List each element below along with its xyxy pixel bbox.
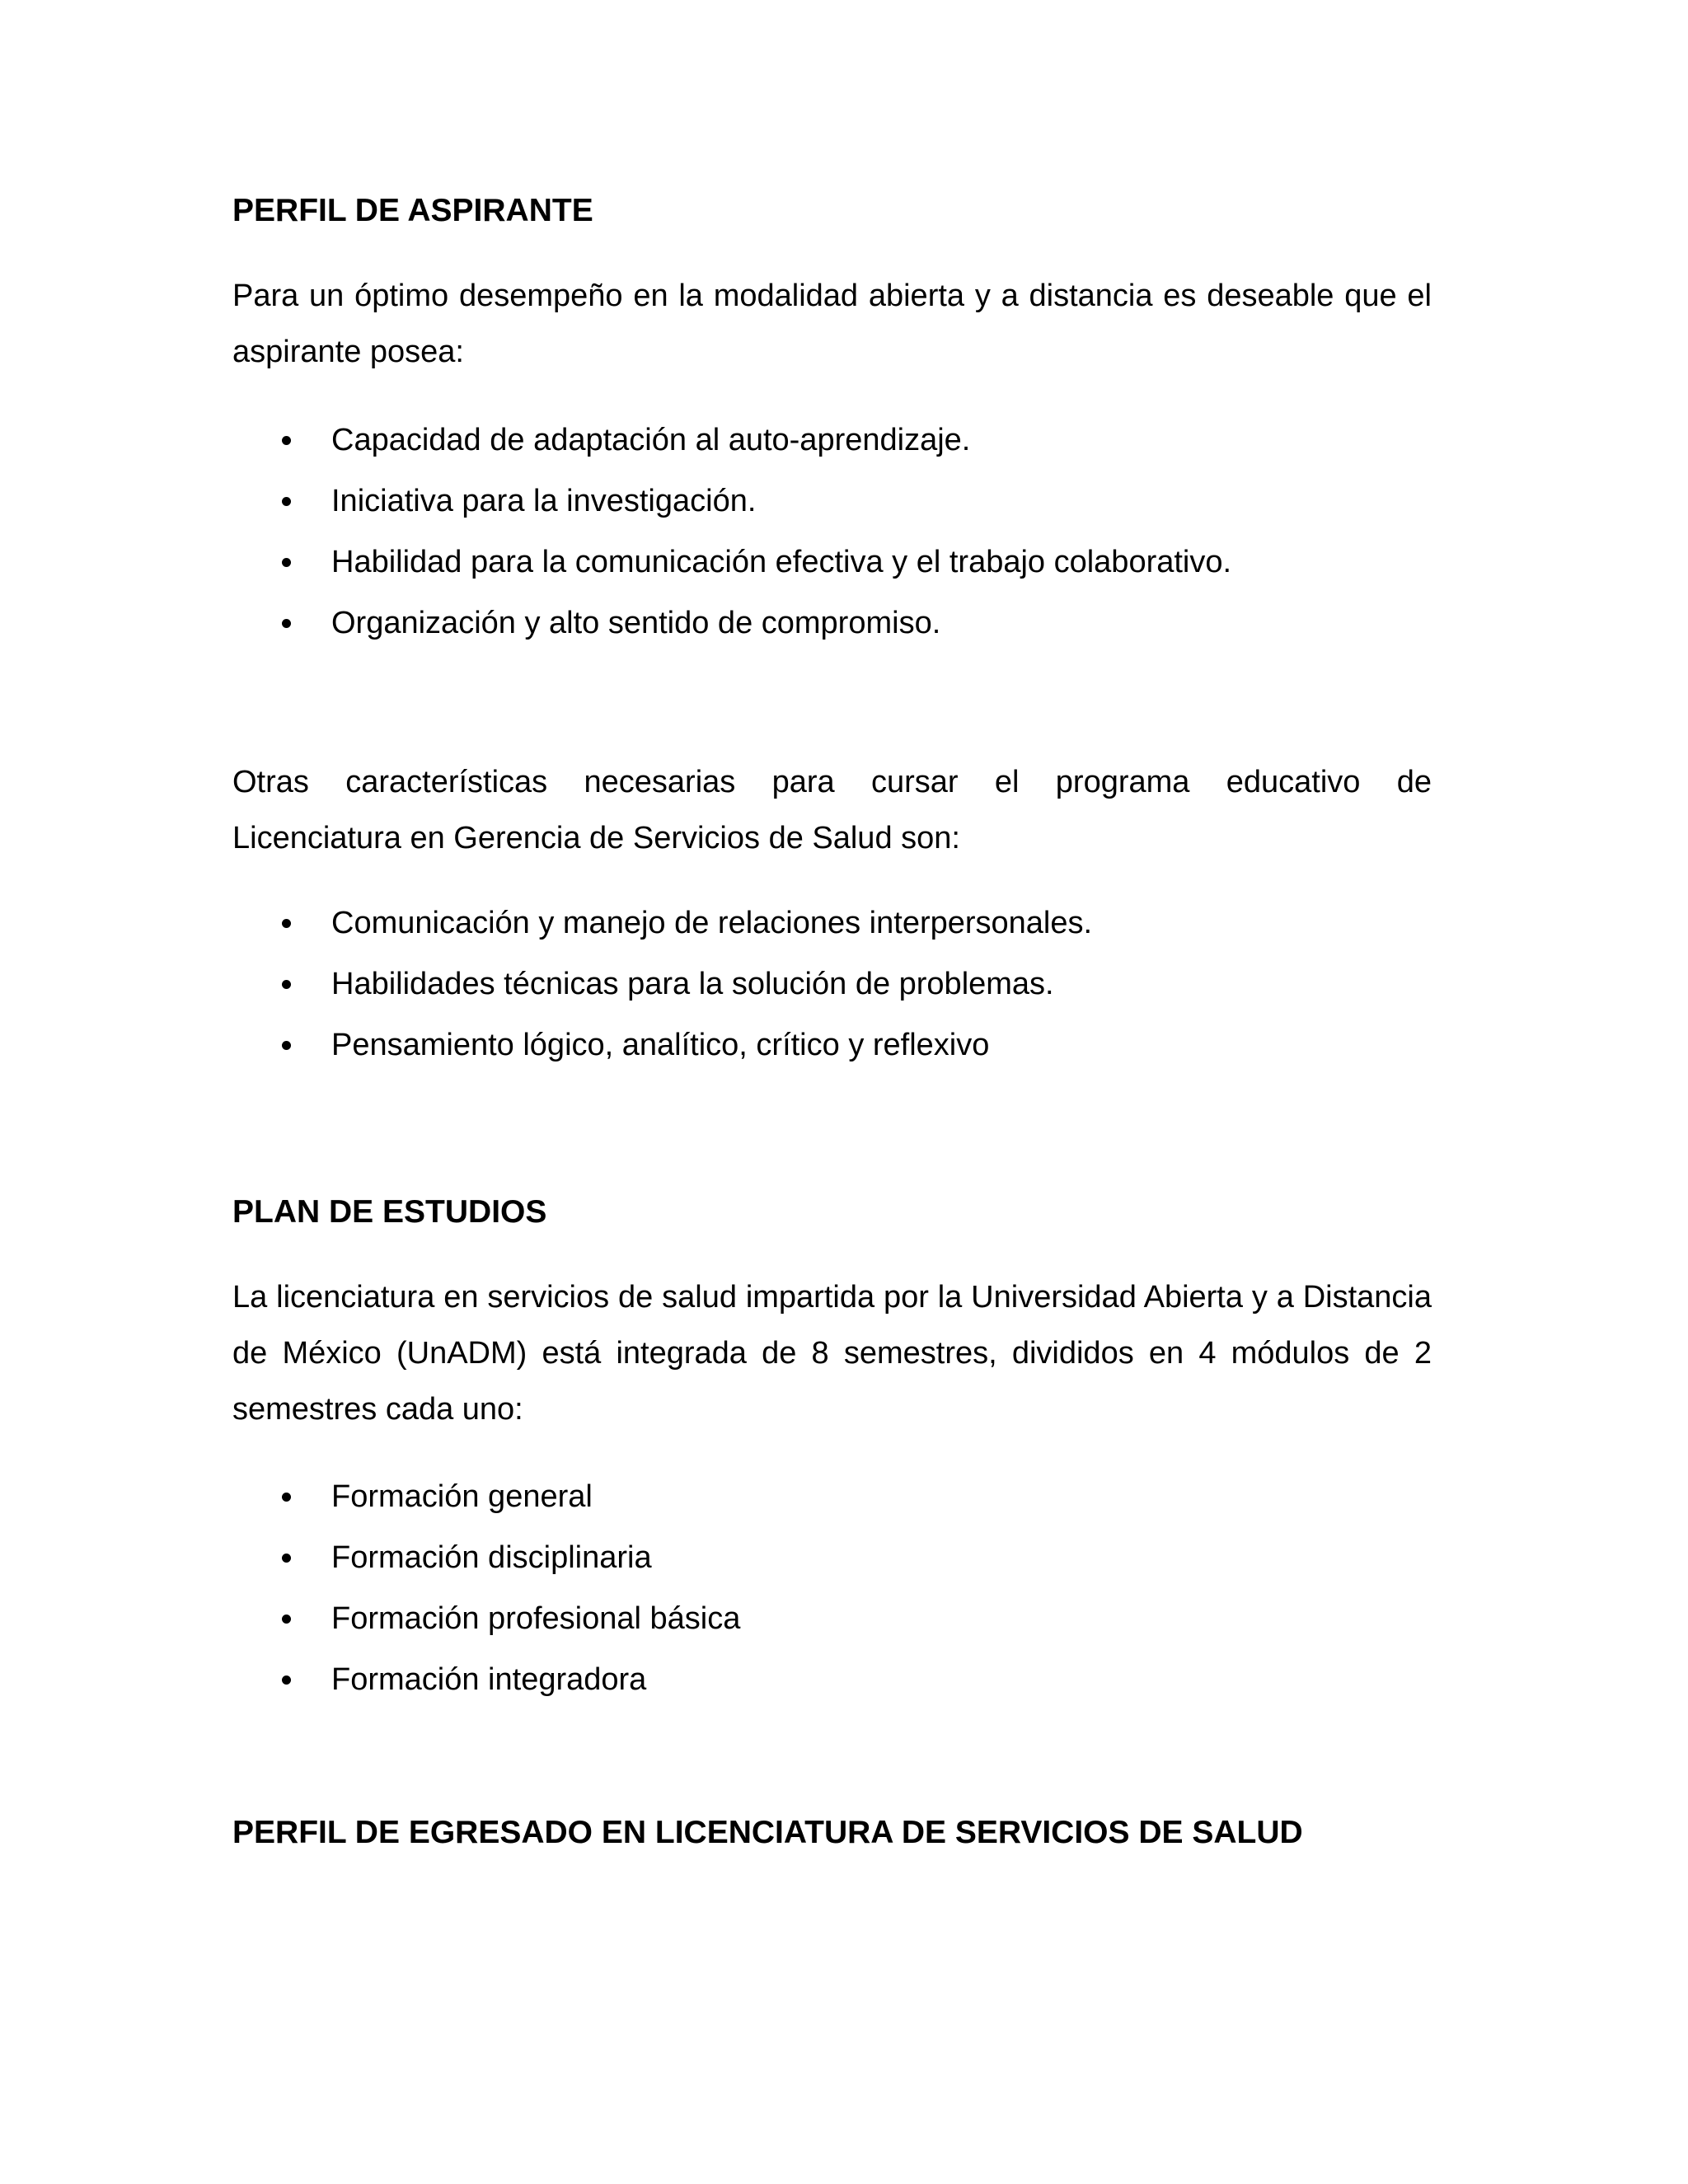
bullet-icon — [282, 497, 291, 506]
list-item: Formación integradora — [232, 1663, 1432, 1724]
list-item: Habilidad para la comunicación efectiva y el trabajo colaborativo. — [232, 546, 1432, 607]
bullet-icon — [282, 980, 291, 989]
bullet-icon — [282, 1493, 291, 1502]
plan-intro-paragraph: La licenciatura en servicios de salud impartida por la Universidad Abierta y a Distancia de México (UnADM) está integrada de 8 semestres, divididos en 4 módulos de 2 semestres cada uno: — [232, 1280, 1432, 1427]
list-item: Comunicación y manejo de relaciones interpersonales. — [232, 907, 1432, 968]
list-item: Formación disciplinaria — [232, 1541, 1432, 1602]
bullet-icon — [282, 558, 291, 567]
heading-plan-estudios: PLAN DE ESTUDIOS — [232, 1194, 547, 1230]
plan-modules-list — [232, 1480, 1432, 1724]
other-characteristics-line-1: Otras características necesarias para cursar el programa educativo de — [232, 765, 1432, 799]
list-item: Iniciativa para la investigación. — [232, 485, 1432, 546]
list-item: Pensamiento lógico, analítico, crítico y reflexivo — [232, 1029, 1432, 1090]
list-item: Formación general — [232, 1480, 1432, 1541]
list-item: Habilidades técnicas para la solución de problemas. — [232, 968, 1432, 1029]
bullet-icon — [282, 619, 291, 628]
other-characteristics-line-2: Licenciatura en Gerencia de Servicios de Salud son: — [232, 821, 960, 855]
bullet-icon — [282, 1615, 291, 1624]
aspirante-requirements-list — [232, 424, 1432, 668]
other-characteristics-list — [232, 907, 1432, 1090]
bullet-icon — [282, 436, 291, 445]
heading-perfil-egresado: PERFIL DE EGRESADO EN LICENCIATURA DE SERVICIOS DE SALUD — [232, 1815, 1303, 1850]
list-item: Formación profesional básica — [232, 1602, 1432, 1663]
list-item: Capacidad de adaptación al auto-aprendizaje. — [232, 424, 1432, 485]
heading-perfil-aspirante: PERFIL DE ASPIRANTE — [232, 193, 593, 228]
bullet-icon — [282, 1554, 291, 1563]
bullet-icon — [282, 1675, 291, 1685]
list-item: Organización y alto sentido de compromiso. — [232, 607, 1432, 668]
bullet-icon — [282, 1041, 291, 1050]
bullet-icon — [282, 919, 291, 928]
aspirante-intro-paragraph: Para un óptimo desempeño en la modalidad abierta y a distancia es deseable que el aspirante posea: — [232, 279, 1432, 369]
